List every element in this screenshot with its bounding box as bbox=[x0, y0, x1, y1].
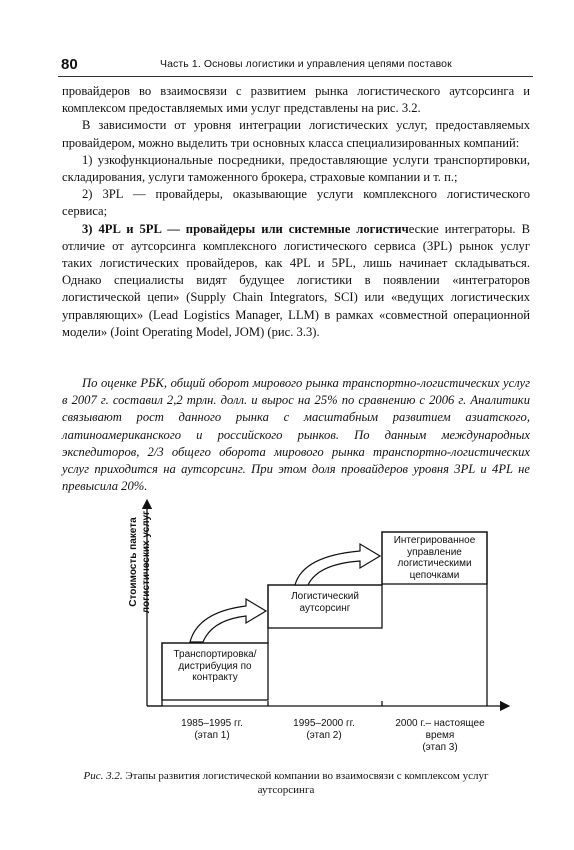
y-axis-label: Стоимость пакета логистических услуг bbox=[128, 510, 152, 614]
paragraph-classes-intro: В зависимости от уровня интеграции логистических услуг, предоставляемых провайдером, можно выделить три основных класса специализированных компаний: bbox=[62, 118, 530, 150]
box-label-transport: Транспортировка/ дистрибуция по контракту bbox=[173, 649, 257, 683]
x-label-stage-1 bbox=[157, 718, 267, 742]
x-label-stage-2-stage: (этап 2) bbox=[306, 730, 342, 741]
x-label-stage-2 bbox=[268, 718, 380, 742]
x-label-stage-3-stage: (этап 3) bbox=[422, 742, 458, 753]
page-number: 80 bbox=[61, 56, 78, 73]
caption-label: Рис. 3.2. bbox=[83, 770, 123, 782]
running-head: Часть 1. Основы логистики и управления цепями поставок bbox=[160, 58, 452, 70]
paragraph-continued: провайдеров во взаимосвязи с развитием рынка логистического аутсорсинга и комплексом предоставляемых ими услуг представлены на рис. 3.2. bbox=[62, 84, 530, 116]
arrow-stage-1-to-2 bbox=[190, 599, 266, 642]
x-label-stage-3-period: 2000 г.– настоящее время bbox=[395, 718, 485, 741]
box-label-integrated: Интегрированное управление логистическими цепочками bbox=[393, 535, 476, 581]
list-item-3-text: еские интеграторы. В отличие от аутсорсинга комплексного логистического сервиса (3PL) рынок услуг таких логистических провайдеров, как 4PL и 5PL, лишь начинает складываться. Однако специалисты видят будущее логистики в появлении «интеграторов логистической цепи» (Supply Chain Integrators, SCI) или «ведущих логистических управляющих» (Lead Logistics Manager, LLM) в рамках «совместной операционной модели» (Joint Operating Model, JOM) (рис. 3.3). bbox=[62, 221, 530, 339]
x-label-stage-1-stage: (этап 1) bbox=[194, 730, 230, 741]
caption-text: Этапы развития логистической компании во взаимосвязи с комплексом услуг аутсорсинга bbox=[125, 770, 489, 796]
box-label-outsourcing: Логистический аутсорсинг bbox=[291, 591, 359, 614]
x-label-stage-2-period: 1995–2000 гг. bbox=[293, 718, 355, 729]
arrow-stage-2-to-3 bbox=[295, 544, 380, 585]
list-item-3-bold: 3) 4PL и 5PL — провайдеры или системные логистич bbox=[82, 221, 409, 236]
list-item-2: 2) 3PL — провайдеры, оказывающие услуги комплексного логистического сервиса; bbox=[62, 187, 530, 219]
x-label-stage-3 bbox=[380, 718, 500, 754]
x-label-stage-1-period: 1985–1995 гг. bbox=[181, 718, 243, 729]
italic-note: По оценке РБК, общий оборот мирового рынка транспортно-логистических услуг в 2007 г. составил 2,2 трлн. долл. и вырос на 25% по сравнению с 2006 г. Аналитики связывают рост данного рынка с масштабным развитием азиатского, латиноамериканского и российского рынков. По данным международных экспедиторов, 2/3 общего оборота мирового рынка транспортно-логистических услуг приходится на аутсорсинг. При этом доля провайдеров уровня 3PL и 4PL не превысила 20%. bbox=[62, 376, 530, 494]
list-item-1: 1) узкофункциональные посредники, предоставляющие услуги транспортировки, складирования, услуги таможенного брокера, страховые компании и т. п.; bbox=[62, 152, 530, 185]
figure-caption bbox=[62, 770, 510, 797]
